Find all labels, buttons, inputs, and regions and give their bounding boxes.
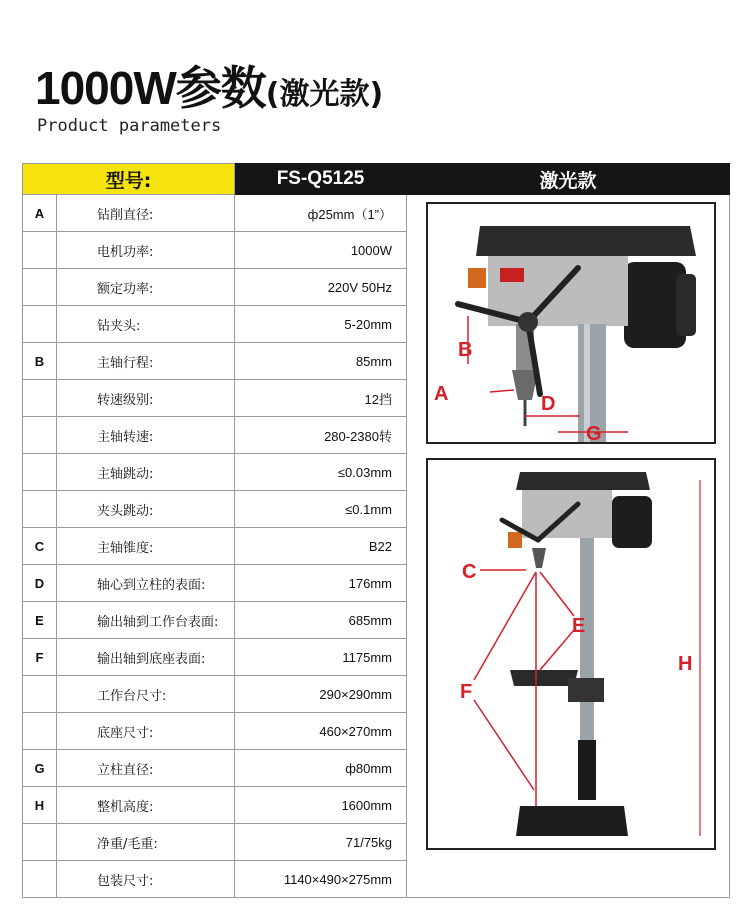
head-cover-shape-2 <box>516 472 650 490</box>
row-letter: D <box>23 565 57 602</box>
row-value: 1600mm <box>235 787 407 824</box>
row-letter <box>23 861 57 898</box>
row-label: 主轴行程: <box>57 343 235 380</box>
row-label: 主轴转速: <box>57 417 235 454</box>
row-value: 1175mm <box>235 639 407 676</box>
laser-shape-2 <box>508 532 522 548</box>
drill-head-diagram <box>426 202 716 444</box>
row-label: 整机高度: <box>57 787 235 824</box>
row-label: 钻削直径: <box>57 195 235 232</box>
row-letter <box>23 676 57 713</box>
marker-f: F <box>460 681 473 703</box>
row-value: ≤0.03mm <box>235 454 407 491</box>
row-value: 71/75kg <box>235 824 407 861</box>
row-letter: A <box>23 195 57 232</box>
marker-d: D <box>541 393 556 415</box>
table-bracket-shape <box>568 678 604 702</box>
marker-c: C <box>462 561 477 583</box>
model-label-cell: 型号: <box>23 164 235 195</box>
marker-h: H <box>678 653 693 675</box>
page-subtitle: Product parameters <box>37 116 222 136</box>
row-label: 电机功率: <box>57 232 235 269</box>
row-letter <box>23 269 57 306</box>
row-value: 460×270mm <box>235 713 407 750</box>
row-value: ф80mm <box>235 750 407 787</box>
model-value-cell: FS-Q5125 <box>235 164 407 195</box>
motor-shape-2 <box>612 496 652 548</box>
dim-e-line-1 <box>540 572 574 616</box>
dim-f-line-1 <box>474 572 536 680</box>
dim-f-line-2 <box>474 700 534 790</box>
row-label: 输出轴到底座表面: <box>57 639 235 676</box>
table-header-row <box>23 164 730 195</box>
row-value: 685mm <box>235 602 407 639</box>
row-letter <box>23 417 57 454</box>
row-label: 转速级别: <box>57 380 235 417</box>
row-label: 输出轴到工作台表面: <box>57 602 235 639</box>
row-letter: E <box>23 602 57 639</box>
handle-hub-shape <box>518 312 538 332</box>
row-value: ≤0.1mm <box>235 491 407 528</box>
dim-a-line <box>490 390 514 392</box>
column-base-shape <box>578 740 596 800</box>
marker-b: B <box>458 339 473 361</box>
column-shape-2 <box>580 538 594 748</box>
row-label: 净重/毛重: <box>57 824 235 861</box>
row-label: 工作台尺寸: <box>57 676 235 713</box>
row-label: 主轴锥度: <box>57 528 235 565</box>
marker-a: A <box>434 383 449 405</box>
row-value: B22 <box>235 528 407 565</box>
row-label: 额定功率: <box>57 269 235 306</box>
row-letter: B <box>23 343 57 380</box>
version-header-cell: 激光款 <box>407 164 730 195</box>
marker-e: E <box>572 615 586 637</box>
row-letter: F <box>23 639 57 676</box>
chuck-shape-2 <box>532 548 546 568</box>
row-value: 1000W <box>235 232 407 269</box>
row-label: 轴心到立柱的表面: <box>57 565 235 602</box>
row-value: 220V 50Hz <box>235 269 407 306</box>
row-letter: C <box>23 528 57 565</box>
row-value: 12挡 <box>235 380 407 417</box>
row-letter <box>23 232 57 269</box>
row-label: 主轴跳动: <box>57 454 235 491</box>
page-title <box>35 52 383 112</box>
drill-head-illustration <box>428 204 714 442</box>
logo-plate-shape <box>500 268 524 282</box>
row-label: 底座尺寸: <box>57 713 235 750</box>
row-letter <box>23 491 57 528</box>
title-main: 1000W参数 <box>35 62 266 114</box>
marker-g: G <box>586 423 602 442</box>
row-label: 立柱直径: <box>57 750 235 787</box>
row-letter <box>23 713 57 750</box>
row-value: 280-2380转 <box>235 417 407 454</box>
work-table-shape <box>510 670 578 686</box>
row-label: 钻夹头: <box>57 306 235 343</box>
row-value: 176mm <box>235 565 407 602</box>
row-letter: H <box>23 787 57 824</box>
full-machine-diagram <box>426 458 716 850</box>
base-shape <box>516 806 628 836</box>
row-value: 290×290mm <box>235 676 407 713</box>
row-letter: G <box>23 750 57 787</box>
dim-e-line-2 <box>540 630 574 670</box>
motor-cap-shape <box>676 274 696 336</box>
row-value: 5-20mm <box>235 306 407 343</box>
row-value: 85mm <box>235 343 407 380</box>
laser-shape <box>468 268 486 288</box>
row-letter <box>23 454 57 491</box>
row-label: 包装尺寸: <box>57 861 235 898</box>
row-label: 夹头跳动: <box>57 491 235 528</box>
full-machine-illustration <box>428 460 714 848</box>
row-letter <box>23 824 57 861</box>
row-letter <box>23 306 57 343</box>
row-value: ф25mm（1”） <box>235 195 407 232</box>
head-cover-shape <box>476 226 696 256</box>
title-sub: (激光款) <box>265 77 384 112</box>
row-value: 1140×490×275mm <box>235 861 407 898</box>
row-letter <box>23 380 57 417</box>
